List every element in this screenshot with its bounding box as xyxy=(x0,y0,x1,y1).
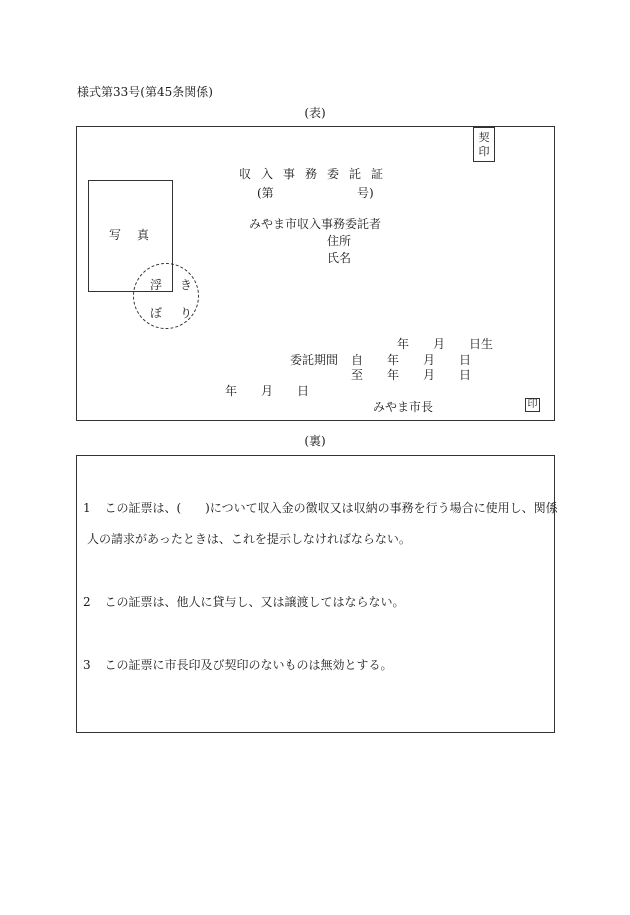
emboss-label-line2: ぼり xyxy=(150,306,211,320)
keiin-label: 契印 xyxy=(478,131,490,158)
item-number: 1 xyxy=(83,501,91,515)
holder-label: みやま市収入事務委託者 xyxy=(249,217,382,231)
period-from-year: 年 xyxy=(387,353,400,367)
list-item xyxy=(83,499,558,516)
list-item xyxy=(83,656,392,673)
form-number: 様式第33号(第45条関係) xyxy=(77,85,213,99)
item-number: 2 xyxy=(83,595,91,609)
period-label: 委託期間 xyxy=(290,353,339,367)
certificate-number-close: 号) xyxy=(357,186,374,200)
item-number: 3 xyxy=(83,658,91,672)
birth-day: 日生 xyxy=(469,337,494,351)
certificate-back xyxy=(76,455,558,733)
mayor-label: みやま市長 xyxy=(373,400,434,414)
period-to-month: 月 xyxy=(423,368,436,382)
issue-month: 月 xyxy=(261,384,274,398)
address-label: 住所 xyxy=(327,234,352,248)
issue-year: 年 xyxy=(225,384,238,398)
front-side-label: (表) xyxy=(304,106,326,120)
emboss-label-line1: 浮き xyxy=(150,278,211,292)
list-item xyxy=(83,593,404,610)
issue-day: 日 xyxy=(297,384,310,398)
item-text: この証票は、他人に貸与し、又は譲渡してはならない。 xyxy=(104,595,405,609)
item-text: この証票は、( )について収入金の徴収又は収納の事務を行う場合に使用し、関係 xyxy=(104,501,558,515)
birth-year: 年 xyxy=(397,337,410,351)
certificate-front xyxy=(76,126,555,421)
period-from-day: 日 xyxy=(459,353,472,367)
certificate-title: 収入事務委託証 xyxy=(239,167,394,181)
period-to-year: 年 xyxy=(387,368,400,382)
seal-box: 印 xyxy=(525,398,540,412)
period-to-day: 日 xyxy=(459,368,472,382)
item-continuation: 人の請求があったときは、これを提示しなければならない。 xyxy=(87,532,411,546)
birth-month: 月 xyxy=(433,337,446,351)
photo-label: 写真 xyxy=(109,228,166,242)
period-to: 至 xyxy=(351,368,364,382)
keiin-box xyxy=(473,127,495,162)
name-label: 氏名 xyxy=(327,251,352,265)
back-side-label: (裏) xyxy=(304,434,326,448)
period-from: 自 xyxy=(351,353,364,367)
period-from-month: 月 xyxy=(423,353,436,367)
item-text: この証票に市長印及び契印のないものは無効とする。 xyxy=(104,658,393,672)
certificate-number-open: (第 xyxy=(257,186,274,200)
